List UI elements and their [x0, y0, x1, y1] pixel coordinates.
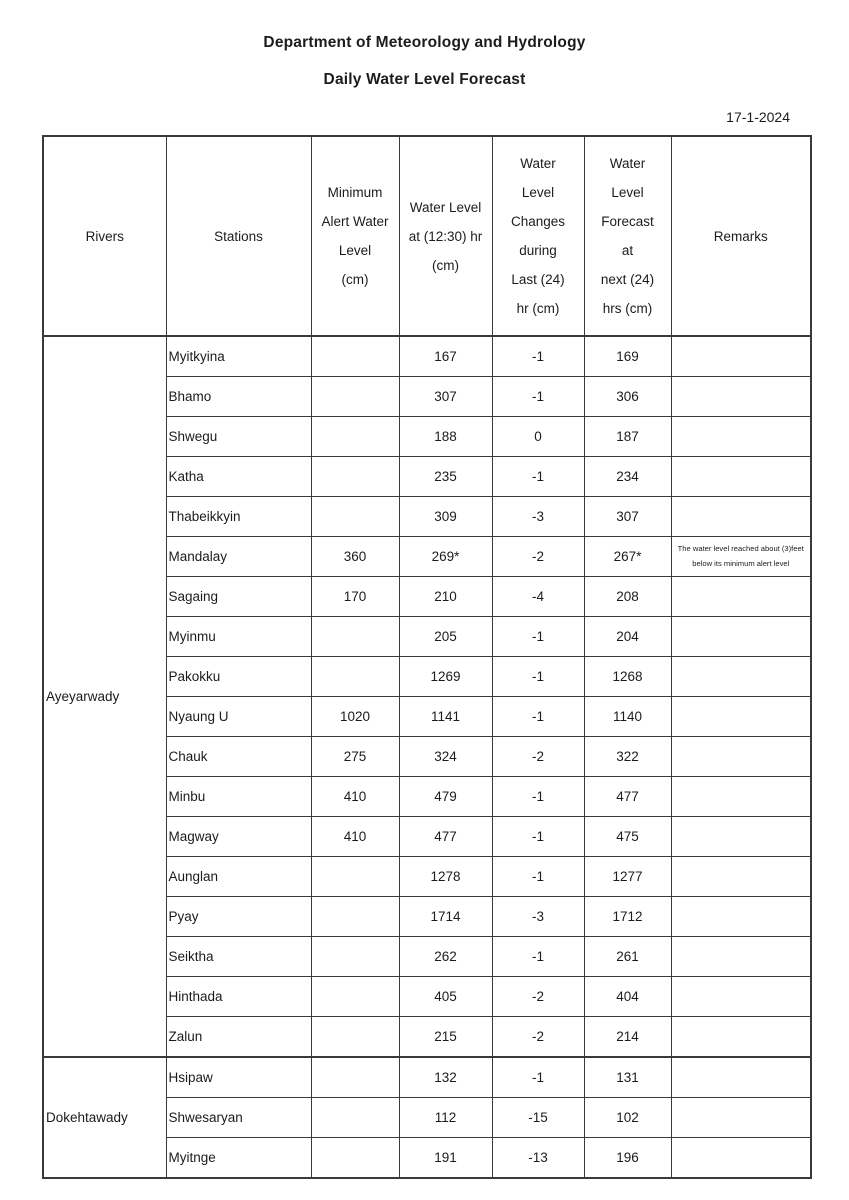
- min-alert-level-value: 275: [311, 737, 399, 777]
- min-alert-level-value: [311, 1017, 399, 1058]
- remark-text: [671, 1138, 811, 1179]
- water-level-change-value: -2: [492, 1017, 584, 1058]
- min-alert-level-value: [311, 1057, 399, 1098]
- water-level-value: 1714: [399, 897, 492, 937]
- remark-text: [671, 977, 811, 1017]
- water-level-change-value: -1: [492, 377, 584, 417]
- remark-text: [671, 577, 811, 617]
- station-name: Shwegu: [166, 417, 311, 457]
- water-level-change-value: 0: [492, 417, 584, 457]
- water-level-forecast-value: 267*: [584, 537, 671, 577]
- document-title: Department of Meteorology and Hydrology: [263, 34, 586, 51]
- station-row: [43, 336, 811, 377]
- water-level-value: 205: [399, 617, 492, 657]
- station-name: Zalun: [166, 1017, 311, 1058]
- water-level-forecast-value: 1277: [584, 857, 671, 897]
- water-level-value: 112: [399, 1098, 492, 1138]
- water-level-forecast-value: 187: [584, 417, 671, 457]
- remark-text: The water level reached about (3)feet below its minimum alert level: [671, 537, 811, 577]
- remark-text: [671, 937, 811, 977]
- water-level-change-value: -15: [492, 1098, 584, 1138]
- remark-text: [671, 457, 811, 497]
- water-level-value: 210: [399, 577, 492, 617]
- min-alert-level-value: [311, 937, 399, 977]
- remark-text: [671, 1057, 811, 1098]
- water-level-value: 405: [399, 977, 492, 1017]
- station-name: Hsipaw: [166, 1057, 311, 1098]
- min-alert-level-value: [311, 497, 399, 537]
- remark-text: [671, 817, 811, 857]
- water-level-value: 235: [399, 457, 492, 497]
- water-level-value: 1269: [399, 657, 492, 697]
- water-level-forecast-value: 196: [584, 1138, 671, 1179]
- min-alert-level-value: [311, 977, 399, 1017]
- min-alert-level-value: 1020: [311, 697, 399, 737]
- water-level-change-value: -3: [492, 897, 584, 937]
- water-level-value: 324: [399, 737, 492, 777]
- river-name: Ayeyarwady: [43, 336, 166, 1057]
- remark-text: [671, 1098, 811, 1138]
- forecast-date: 17-1-2024: [726, 109, 790, 125]
- station-name: Bhamo: [166, 377, 311, 417]
- water-level-forecast-value: 477: [584, 777, 671, 817]
- water-level-change-value: -1: [492, 817, 584, 857]
- water-level-change-value: -1: [492, 1057, 584, 1098]
- column-header-rivers: Rivers: [43, 136, 166, 336]
- water-level-change-value: -4: [492, 577, 584, 617]
- column-header-min-alert: Minimum Alert Water Level (cm): [311, 136, 399, 336]
- station-name: Aunglan: [166, 857, 311, 897]
- table-header-row: [43, 136, 811, 336]
- water-level-change-value: -3: [492, 497, 584, 537]
- river-name: Dokehtawady: [43, 1057, 166, 1178]
- water-level-change-value: -2: [492, 977, 584, 1017]
- water-level-value: 477: [399, 817, 492, 857]
- remark-text: [671, 1017, 811, 1058]
- remark-text: [671, 697, 811, 737]
- water-level-value: 132: [399, 1057, 492, 1098]
- water-level-forecast-value: 1140: [584, 697, 671, 737]
- water-level-forecast-value: 306: [584, 377, 671, 417]
- water-level-forecast-value: 404: [584, 977, 671, 1017]
- station-name: Nyaung U: [166, 697, 311, 737]
- station-name: Myitnge: [166, 1138, 311, 1179]
- min-alert-level-value: [311, 617, 399, 657]
- station-name: Seiktha: [166, 937, 311, 977]
- station-name: Shwesaryan: [166, 1098, 311, 1138]
- min-alert-level-value: [311, 1098, 399, 1138]
- water-level-change-value: -1: [492, 937, 584, 977]
- water-level-value: 307: [399, 377, 492, 417]
- water-level-value: 191: [399, 1138, 492, 1179]
- water-level-change-value: -1: [492, 657, 584, 697]
- water-level-value: 1141: [399, 697, 492, 737]
- station-name: Pakokku: [166, 657, 311, 697]
- water-level-change-value: -1: [492, 857, 584, 897]
- min-alert-level-value: [311, 857, 399, 897]
- min-alert-level-value: 360: [311, 537, 399, 577]
- water-level-forecast-value: 204: [584, 617, 671, 657]
- water-level-forecast-value: 322: [584, 737, 671, 777]
- water-level-forecast-value: 307: [584, 497, 671, 537]
- column-header-forecast: Water Level Forecast at next (24) hrs (cm): [584, 136, 671, 336]
- water-level-forecast-value: 475: [584, 817, 671, 857]
- min-alert-level-value: 410: [311, 817, 399, 857]
- water-level-forecast-value: 131: [584, 1057, 671, 1098]
- water-level-value: 167: [399, 336, 492, 377]
- water-level-forecast-value: 261: [584, 937, 671, 977]
- water-level-value: 479: [399, 777, 492, 817]
- station-name: Chauk: [166, 737, 311, 777]
- remark-text: [671, 777, 811, 817]
- water-level-value: 188: [399, 417, 492, 457]
- water-level-forecast-value: 214: [584, 1017, 671, 1058]
- column-header-remarks: Remarks: [671, 136, 811, 336]
- column-header-stations: Stations: [166, 136, 311, 336]
- water-level-value: 309: [399, 497, 492, 537]
- station-name: Sagaing: [166, 577, 311, 617]
- column-header-level: Water Level at (12:30) hr (cm): [399, 136, 492, 336]
- min-alert-level-value: [311, 377, 399, 417]
- remark-text: [671, 417, 811, 457]
- water-level-forecast-value: 234: [584, 457, 671, 497]
- water-level-forecast-value: 1712: [584, 897, 671, 937]
- station-name: Mandalay: [166, 537, 311, 577]
- station-name: Myinmu: [166, 617, 311, 657]
- min-alert-level-value: 170: [311, 577, 399, 617]
- station-name: Minbu: [166, 777, 311, 817]
- min-alert-level-value: [311, 457, 399, 497]
- min-alert-level-value: [311, 657, 399, 697]
- water-level-value: 262: [399, 937, 492, 977]
- water-level-value: 215: [399, 1017, 492, 1058]
- remark-text: [671, 336, 811, 377]
- station-name: Myitkyina: [166, 336, 311, 377]
- water-level-change-value: -1: [492, 617, 584, 657]
- water-level-change-value: -1: [492, 697, 584, 737]
- remark-text: [671, 897, 811, 937]
- min-alert-level-value: [311, 417, 399, 457]
- remark-text: [671, 377, 811, 417]
- water-level-change-value: -2: [492, 537, 584, 577]
- remark-text: [671, 857, 811, 897]
- water-level-change-value: -1: [492, 336, 584, 377]
- min-alert-level-value: [311, 897, 399, 937]
- water-level-change-value: -1: [492, 457, 584, 497]
- min-alert-level-value: 410: [311, 777, 399, 817]
- station-name: Thabeikkyin: [166, 497, 311, 537]
- station-name: Katha: [166, 457, 311, 497]
- station-name: Pyay: [166, 897, 311, 937]
- station-name: Hinthada: [166, 977, 311, 1017]
- remark-text: [671, 497, 811, 537]
- water-level-change-value: -2: [492, 737, 584, 777]
- remark-text: [671, 737, 811, 777]
- min-alert-level-value: [311, 1138, 399, 1179]
- water-level-value: 269*: [399, 537, 492, 577]
- station-row: [43, 1057, 811, 1098]
- water-level-change-value: -13: [492, 1138, 584, 1179]
- water-level-forecast-table: [42, 135, 812, 1179]
- water-level-change-value: -1: [492, 777, 584, 817]
- water-level-forecast-value: 102: [584, 1098, 671, 1138]
- water-level-forecast-value: 169: [584, 336, 671, 377]
- water-level-value: 1278: [399, 857, 492, 897]
- water-level-forecast-value: 1268: [584, 657, 671, 697]
- water-level-forecast-value: 208: [584, 577, 671, 617]
- min-alert-level-value: [311, 336, 399, 377]
- document-subtitle: Daily Water Level Forecast: [323, 71, 526, 88]
- column-header-change: Water Level Changes during Last (24) hr (cm): [492, 136, 584, 336]
- remark-text: [671, 657, 811, 697]
- station-name: Magway: [166, 817, 311, 857]
- remark-text: [671, 617, 811, 657]
